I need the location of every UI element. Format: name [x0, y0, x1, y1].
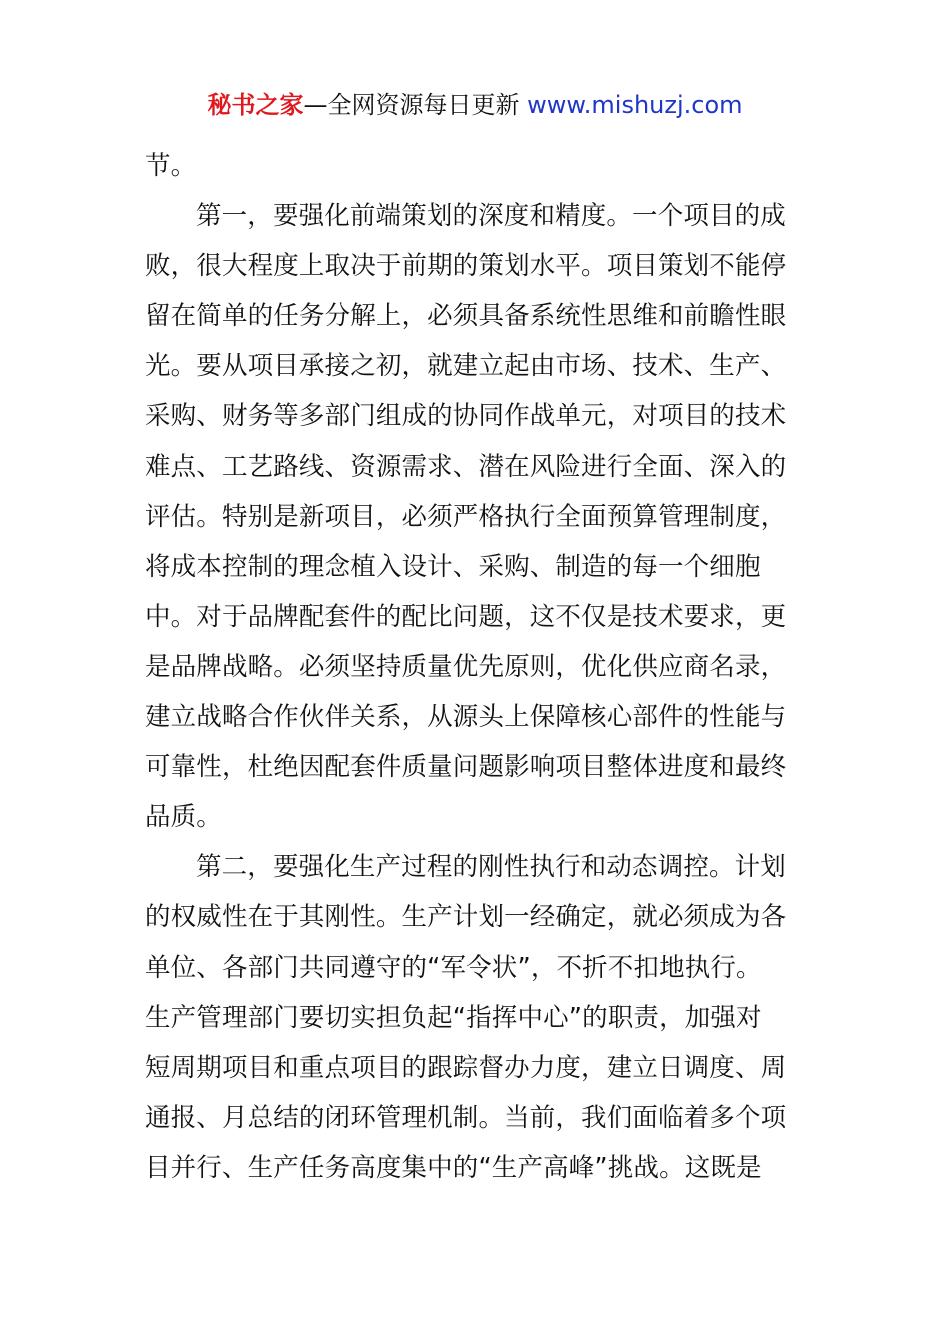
text-line: 短周期项目和重点项目的跟踪督办力度，建立日调度、周 — [145, 1052, 787, 1083]
text-line: 生产管理部门要切实担负起“指挥中心”的职责，加强对 — [145, 1002, 762, 1033]
text-line: 通报、月总结的闭环管理机制。当前，我们面临着多个项 — [145, 1102, 787, 1133]
text-line: 将成本控制的理念植入设计、采购、制造的每一个细胞 — [145, 551, 761, 582]
text-line: 品质。 — [145, 802, 222, 833]
text-line: 光。要从项目承接之初，就建立起由市场、技术、生产、 — [145, 351, 787, 382]
text-line: 的权威性在于其刚性。生产计划一经确定，就必须成为各 — [145, 902, 787, 933]
text-line: 是品牌战略。必须坚持质量优先原则，优化供应商名录， — [145, 651, 787, 682]
text-line: 第二，要强化生产过程的刚性执行和动态调控。计划 — [196, 852, 786, 883]
text-line: 难点、工艺路线、资源需求、潜在风险进行全面、深入的 — [145, 451, 787, 482]
text-line: 第一，要强化前端策划的深度和精度。一个项目的成 — [196, 201, 786, 232]
site-header — [0, 86, 950, 124]
text-line: 采购、财务等多部门组成的协同作战单元，对项目的技术 — [145, 401, 787, 432]
document-body — [145, 141, 808, 1193]
text-line: 目并行、生产任务高度集中的“生产高峰”挑战。这既是 — [145, 1152, 762, 1183]
text-line: 可靠性，杜绝因配套件质量问题影响项目整体进度和最终 — [145, 752, 787, 783]
text-line: 评估。特别是新项目，必须严格执行全面预算管理制度， — [145, 501, 787, 532]
text-line: 节。 — [145, 151, 197, 181]
text-line: 中。对于品牌配套件的配比问题，这不仅是技术要求，更 — [145, 601, 787, 632]
header-tagline: —全网资源每日更新 — [303, 91, 528, 119]
brand-name: 秘书之家 — [207, 91, 304, 119]
text-line: 留在简单的任务分解上，必须具备系统性思维和前瞻性眼 — [145, 301, 787, 332]
text-line: 单位、各部门共同遵守的“军令状”，不折不扣地执行。 — [145, 952, 762, 983]
text-line: 败，很大程度上取决于前期的策划水平。项目策划不能停 — [145, 251, 787, 282]
text-line: 建立战略合作伙伴关系，从源头上保障核心部件的性能与 — [145, 702, 787, 733]
site-url-link[interactable]: www.mishuzj.com — [527, 91, 743, 119]
